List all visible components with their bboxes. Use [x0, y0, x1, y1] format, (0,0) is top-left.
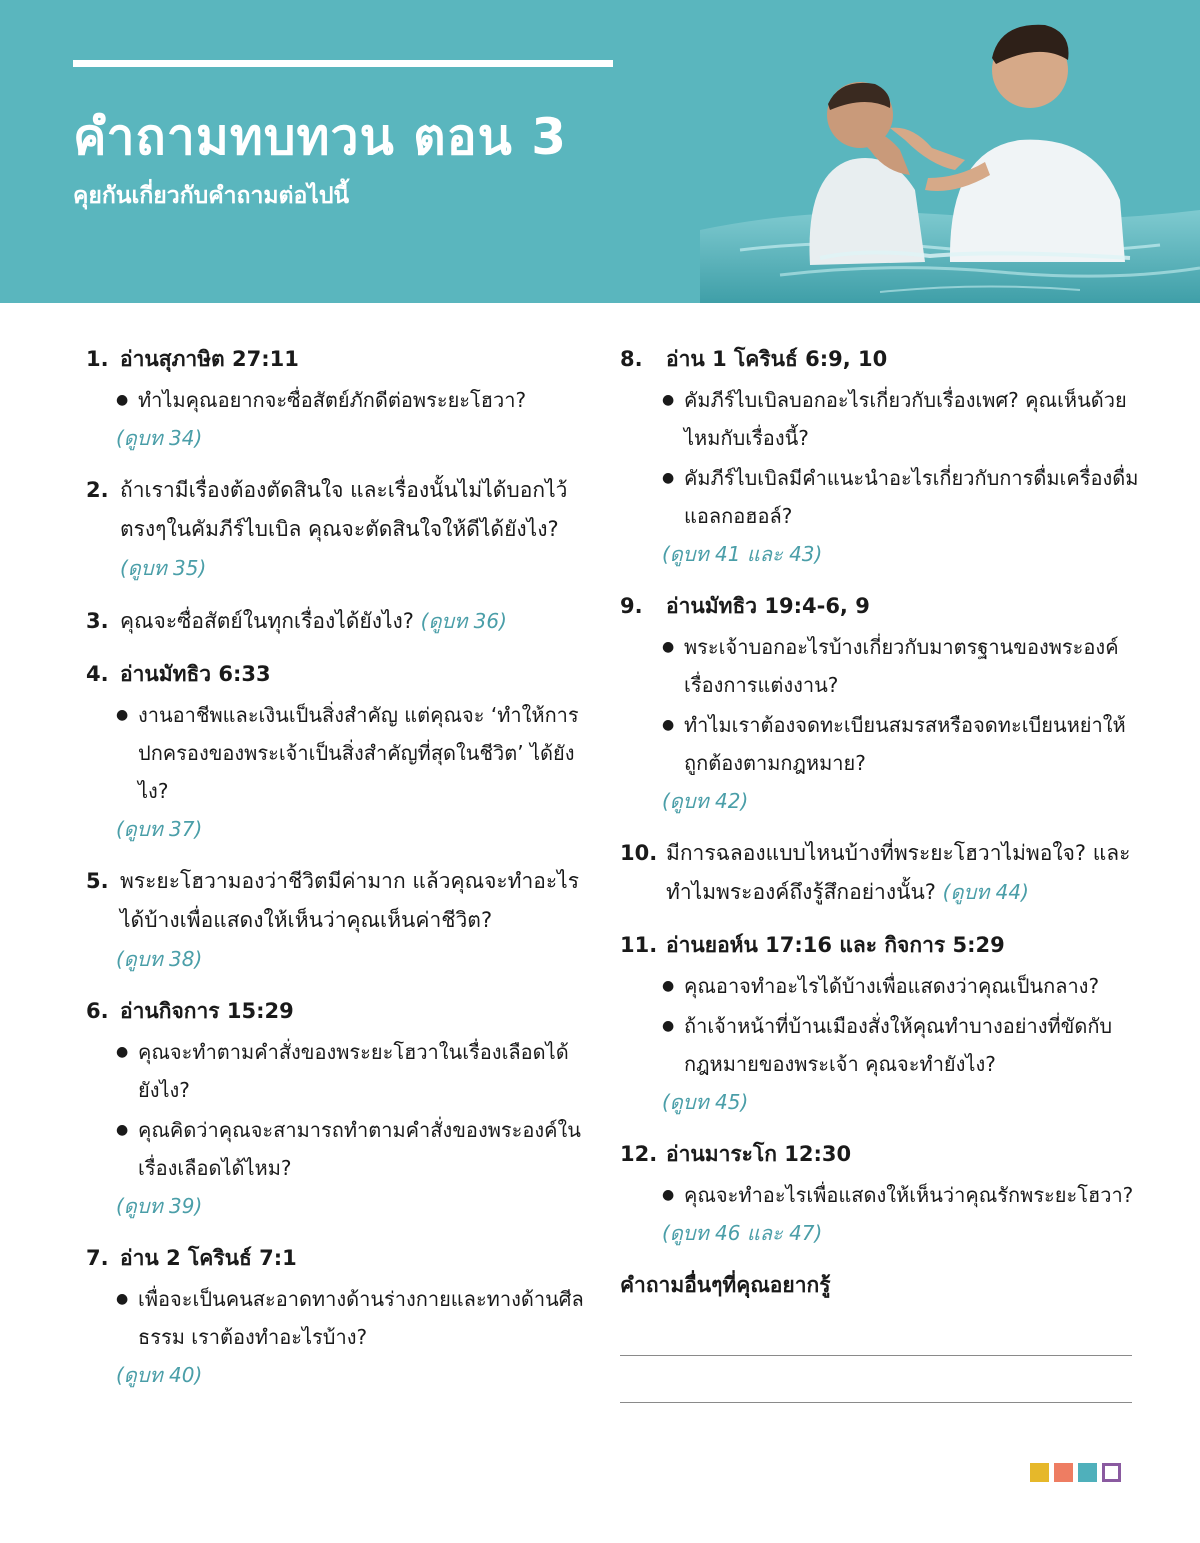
lesson-reference: (ดูบท 34)	[116, 426, 203, 450]
question-5: 5. พระยะโฮวามองว่าชีวิตมีค่ามาก แล้วคุณจะทำอะไรได้บ้างเพื่อแสดงให้เห็นว่าคุณเห็นค่าชีวิต?	[86, 869, 580, 932]
question-6-bullets	[116, 1033, 586, 1187]
yellow-square-icon	[1030, 1463, 1049, 1482]
question-11: 11. อ่านยอห์น 17:16 และ กิจการ 5:29	[620, 933, 1005, 957]
lesson-reference: (ดูบท 44)	[942, 880, 1029, 904]
list-item: ● คุณคิดว่าคุณจะสามารถทำตามคำสั่งของพระองค์ในเรื่องเลือดได้ไหม?	[116, 1111, 586, 1187]
bullet-icon: ●	[662, 470, 675, 486]
question-2: 2. ถ้าเรามีเรื่องต้องตัดสินใจ และเรื่องนั้นไม่ได้บอกไว้ตรงๆในคัมภีร์ไบเบิล คุณจะตัดสินใจให้ดีได้ยังไง? (ดูบท 35)	[86, 478, 568, 580]
question-1-bullets	[116, 381, 586, 419]
question-9-bullets	[662, 628, 1140, 782]
question-8: 8. อ่าน 1 โครินธ์ 6:9, 10	[620, 347, 888, 371]
question-9: 9. อ่านมัทธิว 19:4-6, 9	[620, 594, 870, 618]
questions-left-column	[86, 340, 586, 1394]
bullet-icon: ●	[662, 1018, 675, 1034]
question-1: 1. อ่านสุภาษิต 27:11	[86, 347, 299, 371]
bullet-icon: ●	[116, 392, 129, 408]
list-item: ● คุณจะทำตามคำสั่งของพระยะโฮวาในเรื่องเลือดได้ยังไง?	[116, 1033, 586, 1109]
bullet-icon: ●	[116, 707, 129, 723]
lesson-reference: (ดูบท 38)	[116, 947, 203, 971]
lesson-reference: (ดูบท 42)	[662, 789, 749, 813]
baptism-illustration	[700, 0, 1200, 303]
lesson-reference: (ดูบท 41 และ 43)	[662, 542, 823, 566]
orange-square-icon	[1054, 1463, 1073, 1482]
lesson-reference: (ดูบท 39)	[116, 1194, 203, 1218]
question-7-bullets	[116, 1280, 586, 1356]
teal-square-icon	[1078, 1463, 1097, 1482]
list-item: ● พระเจ้าบอกอะไรบ้างเกี่ยวกับมาตรฐานของพระองค์เรื่องการแต่งงาน?	[662, 628, 1140, 704]
header-rule	[73, 60, 613, 67]
write-line[interactable]	[620, 1402, 1132, 1403]
questions-right-column	[620, 340, 1140, 1403]
page-title: คำถามทบทวน ตอน 3	[73, 108, 568, 166]
other-questions-title: คำถามอื่นๆที่คุณอยากรู้	[620, 1273, 831, 1297]
question-6: 6. อ่านกิจการ 15:29	[86, 999, 294, 1023]
question-4: 4. อ่านมัทธิว 6:33	[86, 662, 271, 686]
question-7: 7. อ่าน 2 โครินธ์ 7:1	[86, 1246, 297, 1270]
question-4-bullets	[116, 696, 586, 810]
question-12-bullets	[662, 1176, 1140, 1214]
lesson-reference: (ดูบท 36)	[420, 609, 507, 633]
bullet-icon: ●	[116, 1291, 129, 1307]
bullet-icon: ●	[116, 1122, 129, 1138]
bullet-icon: ●	[662, 978, 675, 994]
lesson-reference: (ดูบท 37)	[116, 817, 203, 841]
list-item: ● ทำไมคุณอยากจะซื่อสัตย์ภักดีต่อพระยะโฮวา?	[116, 381, 586, 419]
question-3: 3. คุณจะซื่อสัตย์ในทุกเรื่องได้ยังไง? (ดูบท 36)	[86, 609, 507, 633]
bullet-icon: ●	[662, 717, 675, 733]
bullet-icon: ●	[662, 639, 675, 655]
list-item: ● งานอาชีพและเงินเป็นสิ่งสำคัญ แต่คุณจะ ‘ทำให้การปกครองของพระเจ้าเป็นสิ่งสำคัญที่สุดในชีวิต’ ได้ยังไง?	[116, 696, 586, 810]
list-item: ● ถ้าเจ้าหน้าที่บ้านเมืองสั่งให้คุณทำบางอย่างที่ขัดกับกฎหมายของพระเจ้า คุณจะทำยังไง?	[662, 1007, 1140, 1083]
lesson-reference: (ดูบท 45)	[662, 1090, 749, 1114]
question-12: 12. อ่านมาระโก 12:30	[620, 1142, 852, 1166]
lesson-reference: (ดูบท 46 และ 47)	[662, 1221, 823, 1245]
lesson-reference: (ดูบท 35)	[120, 556, 207, 580]
color-squares	[1030, 1463, 1121, 1482]
list-item: ● ทำไมเราต้องจดทะเบียนสมรสหรือจดทะเบียนหย่าให้ถูกต้องตามกฎหมาย?	[662, 706, 1140, 782]
page-subtitle: คุยกันเกี่ยวกับคำถามต่อไปนี้	[73, 183, 350, 209]
bullet-icon: ●	[116, 1044, 129, 1060]
lesson-reference: (ดูบท 40)	[116, 1363, 203, 1387]
list-item: ● คัมภีร์ไบเบิลมีคำแนะนำอะไรเกี่ยวกับการดื่มเครื่องดื่มแอลกอฮอล์?	[662, 459, 1140, 535]
bullet-icon: ●	[662, 1187, 675, 1203]
question-8-bullets	[662, 381, 1140, 535]
list-item: ● คัมภีร์ไบเบิลบอกอะไรเกี่ยวกับเรื่องเพศ? คุณเห็นด้วยไหมกับเรื่องนี้?	[662, 381, 1140, 457]
list-item: ● คุณอาจทำอะไรได้บ้างเพื่อแสดงว่าคุณเป็นกลาง?	[662, 967, 1140, 1005]
bullet-icon: ●	[662, 392, 675, 408]
question-10: 10. มีการฉลองแบบไหนบ้างที่พระยะโฮวาไม่พอใจ? และทำไมพระองค์ถึงรู้สึกอย่างนั้น? (ดูบท 44)	[620, 841, 1131, 904]
purple-outline-square-icon	[1102, 1463, 1121, 1482]
list-item: ● คุณจะทำอะไรเพื่อแสดงให้เห็นว่าคุณรักพระยะโฮวา?	[662, 1176, 1140, 1214]
list-item: ● เพื่อจะเป็นคนสะอาดทางด้านร่างกายและทางด้านศีลธรรม เราต้องทำอะไรบ้าง?	[116, 1280, 586, 1356]
header-banner	[0, 0, 1200, 303]
question-11-bullets	[662, 967, 1140, 1083]
